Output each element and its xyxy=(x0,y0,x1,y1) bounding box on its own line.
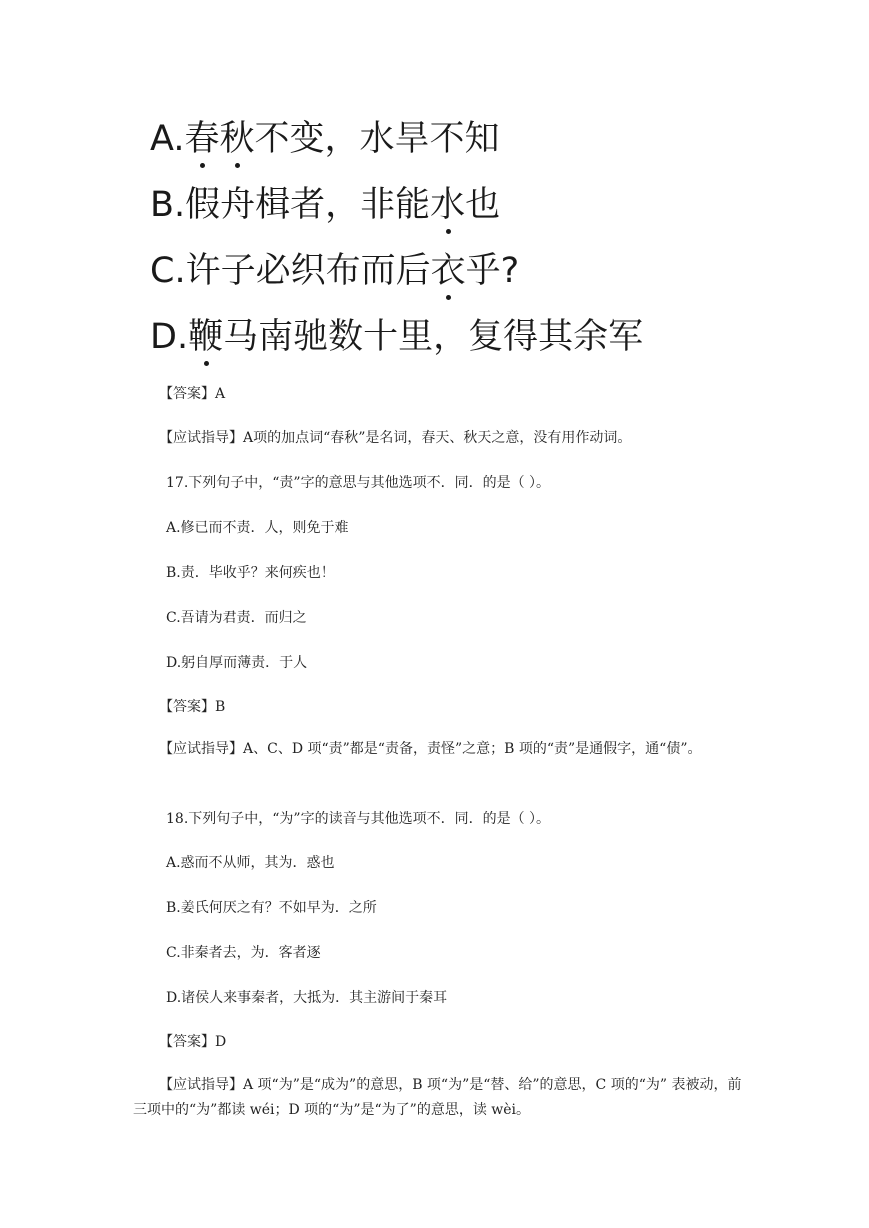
q16-answer: 【答案】A xyxy=(159,386,226,402)
q16-option-c-dotted-char: 衣 xyxy=(430,251,466,291)
q16-option-d xyxy=(150,316,643,358)
q17-option-a: A.修已而不责．人，则免于难 xyxy=(166,520,349,536)
q16-option-d-prefix: D. xyxy=(150,317,189,357)
q17-question: 17.下列句子中，“责”字的意思与其他选项不．同．的是（ ）。 xyxy=(166,475,551,491)
q17-answer: 【答案】B xyxy=(159,699,226,715)
q16-option-c-pre: 许子必织布而后 xyxy=(185,251,431,291)
q16-option-b-pre: 假舟楫者，非能 xyxy=(185,185,431,225)
q16-option-b-post: 也 xyxy=(465,185,501,225)
q16-option-d-dotted-char: 鞭 xyxy=(188,317,224,357)
q16-option-b xyxy=(150,184,500,226)
q18-option-a: A.惑而不从师，其为．惑也 xyxy=(166,855,335,871)
q16-option-a-dotted-char-1: 春 xyxy=(184,119,220,159)
q16-option-a xyxy=(150,118,500,160)
q18-answer: 【答案】D xyxy=(159,1034,227,1050)
q18-option-d: D.诸侯人来事秦者，大抵为．其主游间于秦耳 xyxy=(166,990,448,1006)
q16-option-a-dotted-char-2: 秋 xyxy=(219,119,255,159)
q16-option-b-prefix: B. xyxy=(150,185,186,225)
q16-option-d-post: 马南驰数十里，复得其余军 xyxy=(223,317,644,357)
q18-option-b: B.姜氏何厌之有？不如早为．之所 xyxy=(166,900,377,916)
q17-option-d: D.躬自厚而薄责．于人 xyxy=(166,655,308,671)
q16-option-a-rest: 不变，水旱不知 xyxy=(254,119,500,159)
q18-option-c: C.非秦者去，为．客者逐 xyxy=(166,945,321,961)
q18-guide: 【应试指导】A 项“为”是“成为”的意思，B 项“为”是“替、给”的意思，C 项的“为” 表被动，前三项中的“为”都读 wéi；D 项的“为”是“为了”的意思，读 wèi。 xyxy=(133,1077,742,1118)
q17-option-b: B.责．毕收乎？来何疾也！ xyxy=(166,565,335,581)
q16-option-c xyxy=(150,250,519,292)
q16-guide: 【应试指导】A项的加点词“春秋”是名词，春天、秋天之意，没有用作动词。 xyxy=(159,430,632,446)
q17-option-c: C.吾请为君责．而归之 xyxy=(166,610,307,626)
q16-option-c-prefix: C. xyxy=(150,251,186,291)
q16-option-b-dotted-char: 水 xyxy=(430,185,466,225)
q16-option-a-prefix: A. xyxy=(150,119,185,159)
q18-question: 18.下列句子中，“为”字的读音与其他选项不．同．的是（ ）。 xyxy=(166,811,551,827)
q16-option-c-post: 乎? xyxy=(465,251,520,291)
q17-guide: 【应试指导】A、C、D 项“责”都是“责备，责怪”之意；B 项的“责”是通假字，通“债”。 xyxy=(159,741,702,757)
